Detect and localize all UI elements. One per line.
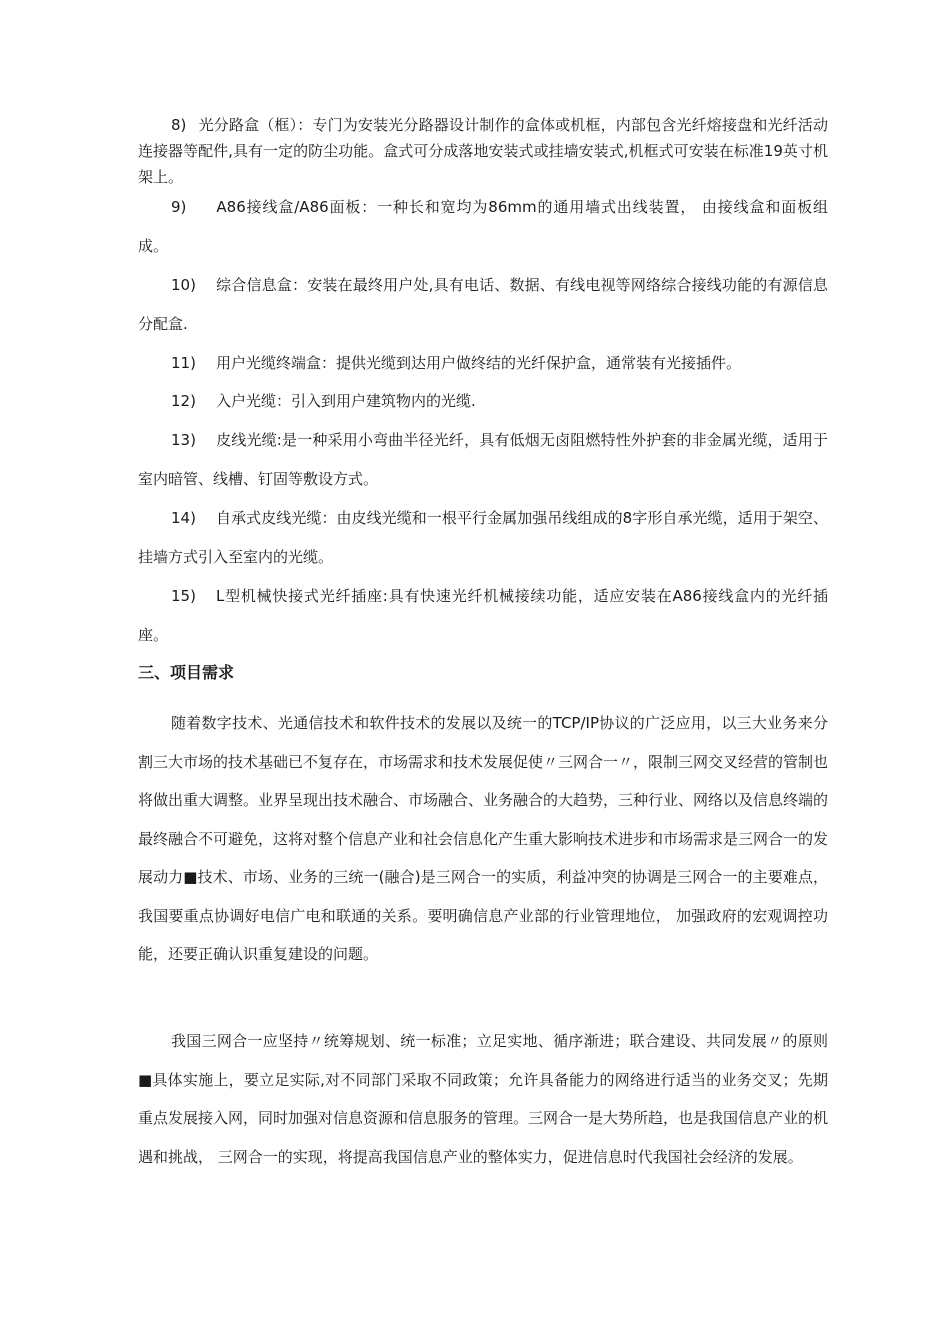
definition-item-11 [138,344,828,383]
item-text: A86接线盒/A86面板：一种长和宽均为86mm的通用墙式出线装置， 由接线盒和面板组成。 [138,198,828,255]
item-number: 13) [171,431,196,449]
item-text: 光分路盒（框）：专门为安装光分路器设计制作的盒体或机框，内部包含光纤熔接盘和光纤活动连接器等配件,具有一定的防尘功能。盒式可分成落地安装式或挂墙安装式,机框式可安装在标准19英寸机架上。 [138,116,828,186]
item-number: 12) [171,392,196,410]
item-text: 皮线光缆:是一种采用小弯曲半径光纤，具有低烟无卤阻燃特性外护套的非金属光缆，适用于室内暗管、线槽、钉固等敷设方式。 [138,431,828,488]
item-number: 15) [171,587,196,605]
item-text: 自承式皮线光缆：由皮线光缆和一根平行金属加强吊线组成的8字形自承光缆，适用于架空、挂墙方式引入至室内的光缆。 [138,509,828,566]
definition-item-10 [138,266,828,343]
definition-item-15 [138,577,828,654]
definition-item-9 [138,188,828,265]
item-text: 综合信息盒：安装在最终用户处,具有电话、数据、有线电视等网络综合接线功能的有源信息分配盒. [138,276,828,333]
definition-item-13 [138,421,828,498]
item-text: 用户光缆终端盒：提供光缆到达用户做终结的光纤保护盒，通常装有光接插件。 [215,354,741,372]
item-number: 14) [171,509,196,527]
body-paragraph-2: 我国三网合一应坚持〃统筹规划、统一标准；立足实地、循序渐进；联合建设、共同发展〃的原则■具体实施上，要立足实际,对不同部门采取不同政策；允许具备能力的网络进行适当的业务交叉；先期重点发展接入网，同时加强对信息资源和信息服务的管理。三网合一是大势所趋，也是我国信息产业的机遇和挑战， 三网合一的实现，将提高我国信息产业的整体实力，促进信息时代我国社会经济的发展。 [138,1032,829,1166]
definition-item-12 [138,382,828,421]
item-text: 入户光缆：引入到用户建筑物内的光缆. [215,392,476,410]
item-number: 11) [171,354,196,372]
item-number: 8) [171,116,187,134]
item-number: 9) [171,198,187,216]
definition-item-14 [138,499,828,576]
definition-item-8 [138,112,828,190]
item-number: 10) [171,276,196,294]
section-heading: 三、项目需求 [138,663,235,682]
item-text: L型机械快接式光纤插座:具有快速光纤机械接续功能，适应安装在A86接线盒内的光纤插座。 [138,587,828,644]
body-paragraph-1: 随着数字技术、光通信技术和软件技术的发展以及统一的TCP/IP协议的广泛应用，以三大业务来分割三大市场的技术基础已不复存在，市场需求和技术发展促使〃三网合一〃，限制三网交叉经营的管制也将做出重大调整。业界呈现出技术融合、市场融合、业务融合的大趋势，三种行业、网络以及信息终端的最终融合不可避免，这将对整个信息产业和社会信息化产生重大影响技术进步和市场需求是三网合一的发展动力■技术、市场、业务的三统一(融合)是三网合一的实质，利益冲突的协调是三网合一的主要难点，我国要重点协调好电信广电和联通的关系。要明确信息产业部的行业管理地位， 加强政府的宏观调控功能，还要正确认识重复建设的问题。 [138,714,829,963]
